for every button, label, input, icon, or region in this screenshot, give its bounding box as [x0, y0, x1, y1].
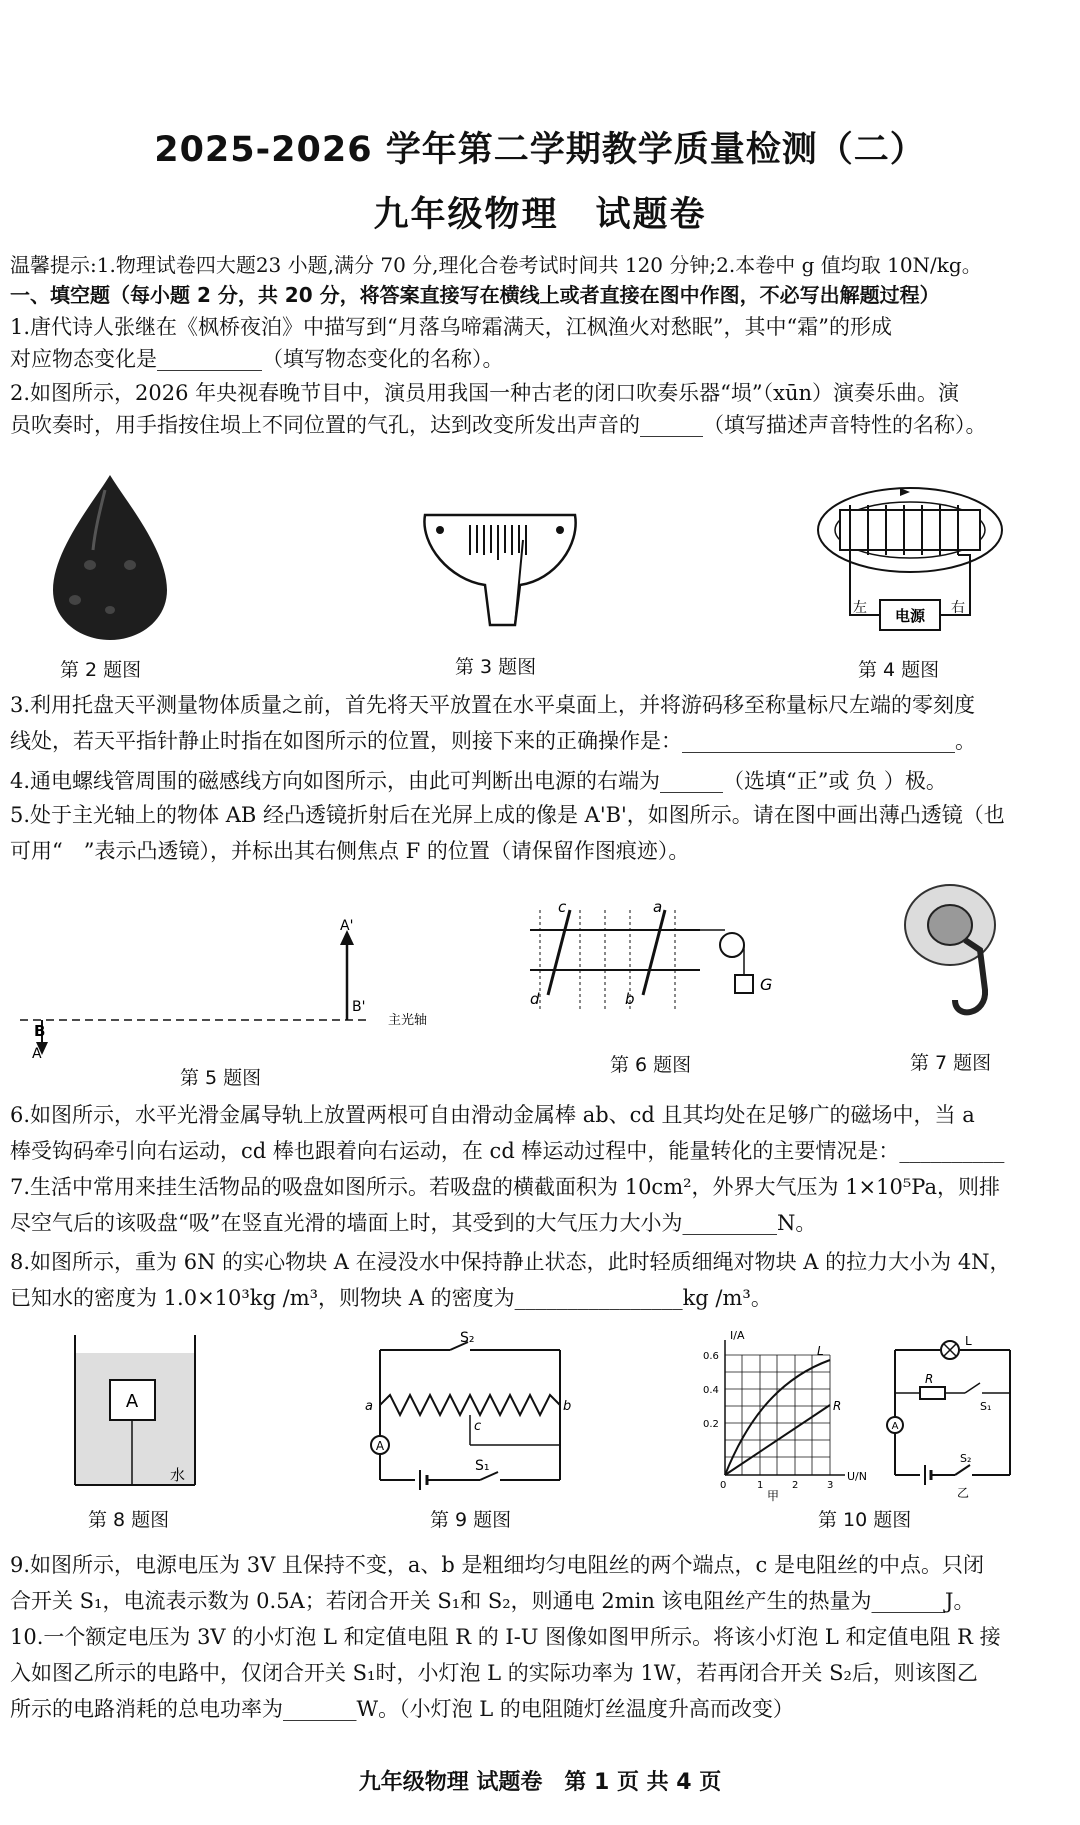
q10-line2: 入如图乙所示的电路中，仅闭合开关 S₁时，小灯泡 L 的实际功率为 1W，若再闭合开关 S₂后，则该图乙 [10, 1661, 978, 1685]
rails-figure [520, 900, 800, 1030]
notice-text: 温馨提示:1.物理试卷四大题23 小题,满分 70 分,理化合卷考试时间共 120 分钟;2.本卷中 g 值均取 10N/kg。 [10, 253, 982, 277]
block-a-label: A [125, 1391, 139, 1412]
object-top-label: A [32, 1046, 42, 1062]
switch-s2-label: S₂ [460, 1330, 475, 1346]
x-tick-1: 1 [757, 1480, 764, 1491]
graph-jia-label: 甲 [767, 1489, 780, 1503]
rod-c-label: c [558, 898, 567, 916]
x-axis-label: U/N [847, 1470, 867, 1483]
caption-fig2: 第 2 题图 [60, 659, 142, 681]
section-heading: 一、填空题（每小题 2 分，共 20 分，将答案直接写在横线上或者直接在图中作图，不必写出解题过程） [10, 283, 940, 307]
object-base-label: B [34, 1022, 46, 1040]
q7-line1: 7.生活中常用来挂生活物品的吸盘如图所示。若吸盘的横截面积为 10cm²，外界大气压为 1×10⁵Pa，则排 [10, 1175, 1001, 1199]
exam-subtitle: 九年级物理 试题卷 [373, 195, 707, 235]
balance-pointer-figure [415, 505, 585, 635]
water-label: 水 [170, 1466, 186, 1484]
x-tick-3: 3 [827, 1480, 834, 1491]
q9-line1: 9.如图所示，电源电压为 3V 且保持不变，a、b 是粗细均匀电阻丝的两个端点，c 是电阻丝的中点。只闭 [10, 1553, 984, 1577]
q10-line3: 所示的电路消耗的总电功率为_______W。（小灯泡 L 的电阻随灯丝温度升高而改变） [10, 1697, 794, 1721]
wire-a-label: a [365, 1399, 373, 1414]
iu-graph-figure [695, 1325, 870, 1503]
curve-l-label: L [817, 1344, 824, 1358]
q3-line2: 线处，若天平指针静止时指在如图所示的位置，则接下来的正确操作是：__________________________。 [10, 729, 976, 753]
x-tick-2: 2 [792, 1480, 799, 1491]
caption-fig6: 第 6 题图 [610, 1054, 692, 1076]
main-axis-label: 主光轴 [388, 1013, 428, 1028]
y-tick-02: 0.2 [703, 1419, 719, 1430]
x-tick-0: 0 [720, 1480, 727, 1491]
q1-line2: 对应物态变化是__________（填写物态变化的名称）。 [10, 347, 504, 371]
q6-line2: 棒受钩码牵引向右运动，cd 棒也跟着向右运动，在 cd 棒运动过程中，能量转化的主要情况是：__________ [10, 1139, 1005, 1163]
rod-d-label: d [530, 990, 540, 1008]
optics-figure [20, 920, 450, 1070]
switch-s2b-label: S₂ [960, 1452, 972, 1465]
lamp-l-label: L [965, 1334, 972, 1348]
q6-line1: 6.如图所示，水平光滑金属导轨上放置两根可自由滑动金属棒 ab、cd 且其均处在足够广的磁场中，当 a [10, 1103, 975, 1127]
q5-line2: 可用“ ”表示凸透镜），并标出其右侧焦点 F 的位置（请保留作图痕迹）。 [10, 839, 690, 863]
image-top-label: A' [340, 918, 354, 934]
left-label: 左 [853, 600, 867, 616]
image-base-label: B' [352, 999, 366, 1015]
q8-line2: 已知水的密度为 1.0×10³kg /m³，则物块 A 的密度为________________kg /m³。 [10, 1286, 772, 1310]
caption-fig3: 第 3 题图 [455, 656, 537, 678]
rod-a-label: a [653, 898, 663, 916]
curve-r-label: R [833, 1399, 842, 1413]
exam-title: 2025-2026 学年第二学期教学质量检测（二） [154, 130, 926, 170]
page-footer: 九年级物理 试题卷 第 1 页 共 4 页 [358, 1770, 722, 1795]
q10-line1: 10.一个额定电压为 3V 的小灯泡 L 和定值电阻 R 的 I-U 图像如图甲所示。将该小灯泡 L 和定值电阻 R 接 [10, 1625, 1001, 1649]
power-label: 电源 [894, 607, 926, 625]
block-in-water-figure [70, 1335, 200, 1490]
circuit-yi-label: 乙 [957, 1486, 970, 1500]
caption-fig7: 第 7 题图 [910, 1052, 992, 1074]
q1-line1: 1.唐代诗人张继在《枫桥夜泊》中描写到“月落乌啼霜满天，江枫渔火对愁眠”，其中“霜”的形成 [10, 315, 892, 339]
xun-instrument-figure [45, 470, 175, 645]
q2-line2: 员吹奏时，用手指按住埙上不同位置的气孔，达到改变所发出声音的______（填写描述声音特性的名称）。 [10, 413, 987, 437]
caption-fig8: 第 8 题图 [88, 1509, 170, 1531]
ammeter-b-label: A [891, 1421, 899, 1432]
caption-fig10: 第 10 题图 [818, 1509, 912, 1531]
switch-s1-label: S₁ [475, 1458, 490, 1474]
lamp-circuit-figure [880, 1325, 1030, 1500]
q8-line1: 8.如图所示，重为 6N 的实心物块 A 在浸没水中保持静止状态，此时轻质细绳对物块 A 的拉力大小为 4N， [10, 1250, 1011, 1274]
y-tick-06: 0.6 [703, 1351, 719, 1362]
wire-c-label: c [474, 1419, 482, 1434]
wire-circuit-figure [360, 1330, 570, 1495]
resistor-r-label: R [925, 1372, 934, 1386]
q5-line1: 5.处于主光轴上的物体 AB 经凸透镜折射后在光屏上成的像是 A'B'，如图所示。请在图中画出薄凸透镜（也 [10, 803, 1005, 827]
y-axis-label: I/A [730, 1329, 745, 1342]
q4-text: 4.通电螺线管周围的磁感线方向如图所示，由此可判断出电源的右端为______（选填“正”或 负 ）极。 [10, 769, 947, 793]
ammeter-label: A [375, 1439, 385, 1453]
q3-line1: 3.利用托盘天平测量物体质量之前，首先将天平放置在水平桌面上，并将游码移至称量标尺左端的零刻度 [10, 693, 976, 717]
q9-line2: 合开关 S₁，电流表示数为 0.5A；若闭合开关 S₁和 S₂，则通电 2min 该电阻丝产生的热量为_______J。 [10, 1589, 975, 1613]
y-tick-04: 0.4 [703, 1385, 719, 1396]
q2-line1: 2.如图所示，2026 年央视春晚节目中，演员用我国一种古老的闭口吹奏乐器“埙”（xūn）演奏乐曲。演 [10, 381, 960, 405]
q7-line2: 尽空气后的该吸盘“吸”在竖直光滑的墙面上时，其受到的大气压力大小为_________N。 [10, 1211, 817, 1235]
switch-s1b-label: S₁ [980, 1400, 992, 1413]
suction-hook-figure [895, 880, 1035, 1030]
caption-fig5: 第 5 题图 [180, 1067, 262, 1089]
right-label: 右 [951, 600, 965, 616]
solenoid-figure [810, 475, 1010, 645]
caption-fig4: 第 4 题图 [858, 659, 940, 681]
weight-g-label: G [760, 975, 773, 994]
wire-b-label: b [563, 1399, 572, 1414]
rod-b-label: b [625, 990, 635, 1008]
caption-fig9: 第 9 题图 [430, 1509, 512, 1531]
